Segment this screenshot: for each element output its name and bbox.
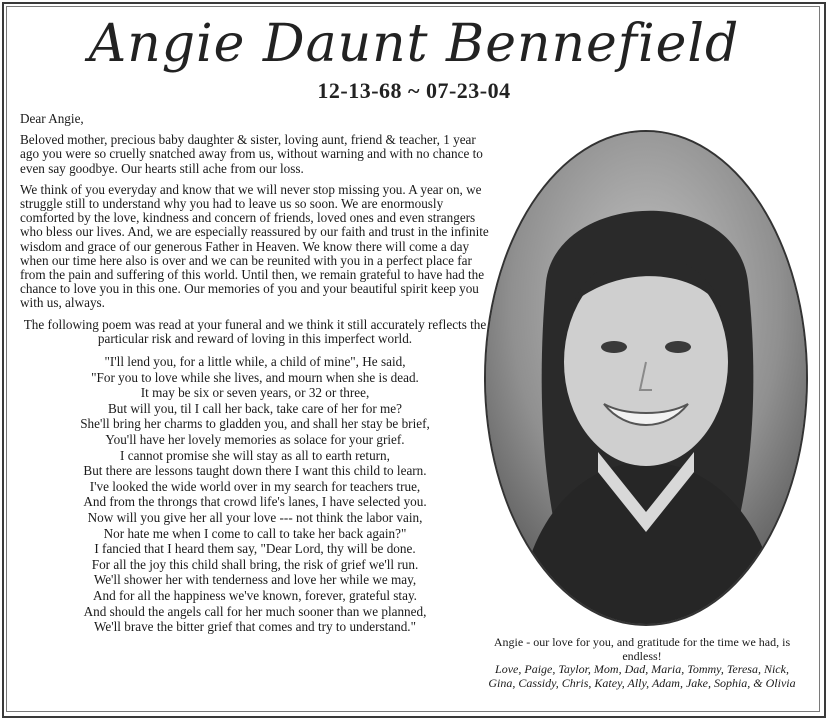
letter-paragraph-1: Beloved mother, precious baby daughter & sister, loving aunt, friend & teacher, 1 year ago you were so cruelly snatched away from us, without warning and with no chance to even say goodbye. Our hearts still ache from our loss.: [20, 132, 483, 176]
portrait-photo: [484, 130, 808, 626]
memorial-letter: [20, 112, 490, 635]
poem-line: We'll brave the bitter grief that comes and try to understand.": [94, 619, 416, 635]
poem-line: Nor hate me when I come to call to take her back again?": [103, 525, 407, 541]
poem-line: We'll shower her with tenderness and love her while we may,: [93, 572, 417, 588]
poem-intro: The following poem was read at your funeral and we think it still accurately reflects the particular risk and reward of loving in this imperfect world.: [23, 316, 487, 346]
poem-line: For all the joy this child shall bring, the risk of grief we'll run.: [91, 556, 419, 572]
letter-paragraph-2: We think of you everyday and know that we will never stop missing you. A year on, we struggle still to understand why you had to leave us so soon. We are enormously comforted by the love, kindness and concern of friends, loved ones and even strangers who bless our lives. And, we are especially reassured by our faith and trust in the infinite wisdom and grace of our generous Father in Heaven. We know there will come a day when our time here also is over and we can be reunited with you in a perfect place far from the pain and suffering of this world. Until then, we remain grateful to have had the chance to love you in this one. Our memories of you and your beautiful spirit keep you with us, always.: [20, 181, 489, 311]
memorial-dates: 12-13-68 ~ 07-23-04: [317, 78, 511, 103]
poem-line: It may be six or seven years, or 32 or three,: [140, 385, 370, 401]
caption-signoff: Love, Paige, Taylor, Mom, Dad, Maria, Tommy, Teresa, Nick, Gina, Cassidy, Chris, Katey, Ally, Adam, Jake, Sophia, & Olivia: [488, 662, 796, 690]
poem-line: And for all the happiness we've known, forever, grateful stay.: [93, 587, 417, 603]
poem-line: And should the angels call for her much sooner than we planned,: [83, 603, 427, 619]
poem-line: I cannot promise she will stay as all to earth return,: [120, 447, 390, 463]
poem-line: Now will you give her all your love --- not think the labor vain,: [87, 509, 423, 525]
poem-line: I've looked the wide world over in my search for teachers true,: [89, 478, 421, 494]
poem-line: But will you, til I call her back, take care of her for me?: [107, 400, 403, 416]
portrait-illustration: [486, 132, 806, 624]
memorial-name: Angie Daunt Bennefield: [88, 14, 740, 74]
salutation: Dear Angie,: [20, 111, 84, 126]
poem-line: "For you to love while she lives, and mourn when she is dead.: [91, 369, 419, 385]
poem-line: But there are lessons taught down there I want this child to learn.: [83, 463, 427, 479]
photo-caption: [488, 636, 796, 690]
poem-line: She'll bring her charms to gladden you, and shall her stay be brief,: [80, 416, 430, 432]
poem-line: I fancied that I heard them say, "Dear Lord, thy will be done.: [94, 541, 416, 557]
poem-line: You'll have her lovely memories as solace for your grief.: [105, 432, 405, 448]
poem-line: "I'll lend you, for a little while, a child of mine", He said,: [104, 354, 406, 370]
poem: [20, 354, 490, 635]
poem-line: And from the throngs that crowd life's lanes, I have selected you.: [83, 494, 427, 510]
caption-message: Angie - our love for you, and gratitude for the time we had, is endless!: [493, 635, 791, 663]
